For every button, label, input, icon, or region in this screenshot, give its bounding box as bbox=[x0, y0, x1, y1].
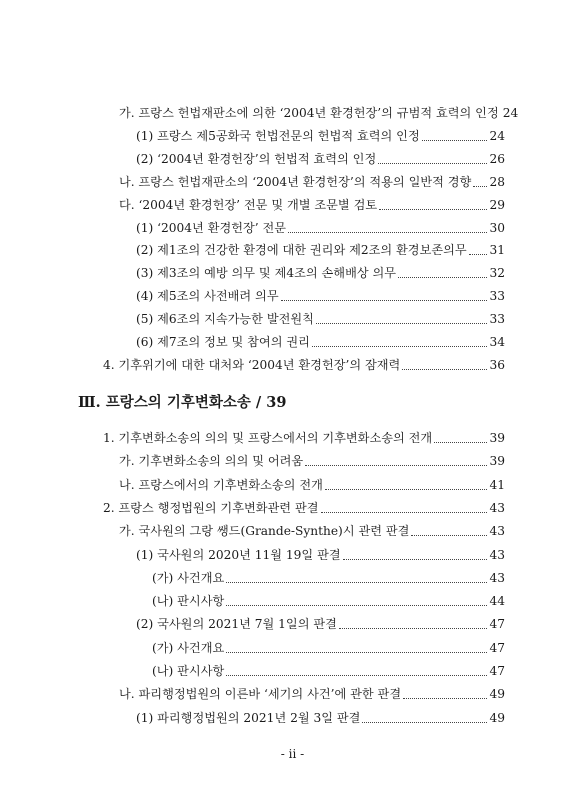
toc-entry-page: 43 bbox=[489, 547, 505, 562]
toc-entry bbox=[152, 591, 505, 611]
toc-leader-dots bbox=[321, 511, 488, 513]
toc-entry-title: 나. 프랑스에서의 기후변화소송의 전개 bbox=[119, 477, 323, 492]
toc-leader-dots bbox=[422, 139, 488, 141]
toc-entry-page: 39 bbox=[489, 454, 505, 469]
toc-entry-page: 36 bbox=[489, 357, 505, 372]
section-heading: Ⅲ. 프랑스의 기후변화소송 / 39 bbox=[78, 394, 287, 411]
toc-leader-dots bbox=[469, 253, 488, 255]
toc-entry bbox=[136, 126, 505, 146]
toc-entry-title: (5) 제6조의 지속가능한 발전원칙 bbox=[136, 312, 314, 327]
toc-entry-title: 가. 프랑스 헌법재판소에 의한 ‘2004년 환경헌장’의 규범적 효력의 인정 bbox=[119, 106, 499, 120]
toc-entry-title: (1) ‘2004년 환경헌장’ 전문 bbox=[136, 220, 287, 235]
toc-leader-dots bbox=[226, 604, 487, 606]
toc-entry bbox=[119, 475, 505, 495]
toc-entry bbox=[152, 568, 505, 588]
toc-leader-dots bbox=[226, 581, 487, 583]
toc-entry-page: 43 bbox=[489, 570, 505, 585]
toc-entry-page: 39 bbox=[489, 431, 505, 445]
toc-entry-title: (6) 제7조의 정보 및 참여의 권리 bbox=[136, 335, 310, 349]
toc-entry-page: 47 bbox=[489, 664, 505, 678]
toc-leader-dots bbox=[339, 627, 488, 629]
toc-entry-page: 30 bbox=[489, 220, 505, 235]
toc-entry-title: 2. 프랑스 행정법원의 기후변화관련 판결 bbox=[103, 500, 319, 515]
toc-entry-page: 28 bbox=[489, 174, 505, 189]
toc-leader-dots bbox=[305, 464, 487, 466]
toc-entry-page: 44 bbox=[489, 594, 505, 609]
toc-entry bbox=[136, 309, 505, 329]
toc-entry-title: (나) 판시사항 bbox=[152, 594, 225, 609]
toc-entry-title: 나. 프랑스 헌법재판소의 ‘2004년 환경헌장’의 적용의 일반적 경향 bbox=[119, 174, 472, 189]
toc-entry-title: (4) 제5조의 사전배려 의무 bbox=[136, 289, 279, 304]
toc-entry-title: 나. 파리행정법원의 이른바 ‘세기의 사건’에 관한 판결 bbox=[119, 687, 402, 702]
toc-entry-title: (2) ‘2004년 환경헌장’의 헌법적 효력의 인정 bbox=[136, 151, 377, 166]
toc-entry-page: 32 bbox=[489, 266, 505, 281]
toc-entry bbox=[103, 428, 505, 448]
page-number: - ii - bbox=[280, 747, 305, 761]
toc-entry-title: 1. 기후변화소송의 의의 및 프랑스에서의 기후변화소송의 전개 bbox=[103, 431, 433, 445]
toc-entry-page: 29 bbox=[489, 197, 505, 212]
toc-entry bbox=[119, 103, 519, 123]
toc-entry-page: 31 bbox=[489, 243, 505, 258]
toc-leader-dots bbox=[226, 674, 487, 676]
toc-leader-dots bbox=[403, 697, 487, 699]
toc-entry-title: 4. 기후위기에 대한 대처와 ‘2004년 환경헌장’의 잠재력 bbox=[103, 357, 401, 372]
toc-entry-title: 가. 기후변화소송의 의의 및 어려움 bbox=[119, 454, 304, 469]
toc-entry-title: (나) 판시사항 bbox=[152, 664, 225, 678]
toc-entry bbox=[119, 195, 505, 215]
toc-entry-page: 34 bbox=[489, 335, 505, 349]
toc-entry-page: 47 bbox=[489, 640, 505, 655]
toc-entry-page: 49 bbox=[489, 687, 505, 702]
toc-entry-page: 26 bbox=[489, 151, 505, 166]
toc-entry bbox=[119, 521, 505, 541]
toc-leader-dots bbox=[362, 721, 487, 723]
toc-leader-dots bbox=[473, 185, 487, 187]
toc-leader-dots bbox=[312, 345, 488, 347]
toc-entry bbox=[136, 218, 505, 238]
toc-entry-title: (1) 프랑스 제5공화국 헌법전문의 헌법적 효력의 인정 bbox=[136, 128, 420, 143]
toc-leader-dots bbox=[226, 651, 487, 653]
toc-entry-title: 다. ‘2004년 환경헌장’ 전문 및 개별 조문별 검토 bbox=[119, 197, 378, 212]
toc-entry-page: 43 bbox=[489, 524, 505, 539]
toc-entry bbox=[103, 498, 505, 518]
toc-entry-page: 47 bbox=[489, 617, 505, 632]
toc-entry bbox=[136, 286, 505, 306]
toc-entry bbox=[103, 355, 505, 375]
toc-leader-dots bbox=[316, 322, 488, 324]
toc-entry bbox=[136, 263, 505, 283]
toc-entry-title: (1) 국사원의 2020년 11월 19일 판결 bbox=[136, 547, 341, 562]
toc-leader-dots bbox=[325, 488, 488, 490]
toc-entry-page: 24 bbox=[489, 128, 505, 143]
toc-leader-dots bbox=[402, 368, 487, 370]
toc-entry-title: (2) 제1조의 건강한 환경에 대한 권리와 제2조의 환경보존의무 bbox=[136, 243, 467, 258]
toc-entry bbox=[136, 708, 505, 728]
toc-entry-title: (3) 제3조의 예방 의무 및 제4조의 손해배상 의무 bbox=[136, 266, 397, 281]
toc-entry-page: 24 bbox=[502, 106, 519, 120]
toc-entry bbox=[136, 240, 505, 260]
toc-entry bbox=[119, 684, 505, 704]
toc-entry bbox=[136, 149, 505, 169]
toc-leader-dots bbox=[434, 441, 487, 443]
toc-entry-page: 41 bbox=[489, 477, 505, 492]
toc-entry-page: 49 bbox=[489, 710, 505, 725]
toc-entry-title: 가. 국사원의 그랑 쌩드(Grande-Synthe)시 관련 판결 bbox=[119, 524, 410, 539]
toc-entry-title: (가) 사건개요 bbox=[152, 640, 225, 655]
toc-entry bbox=[136, 545, 505, 565]
toc-leader-dots bbox=[343, 558, 488, 560]
toc-entry-page: 33 bbox=[489, 289, 505, 304]
toc-entry bbox=[136, 614, 505, 634]
toc-entry bbox=[152, 661, 505, 681]
toc-entry bbox=[136, 332, 505, 352]
toc-entry bbox=[152, 638, 505, 658]
toc-leader-dots bbox=[281, 299, 488, 301]
toc-leader-dots bbox=[288, 231, 487, 233]
toc-entry-title: (가) 사건개요 bbox=[152, 570, 225, 585]
toc-leader-dots bbox=[411, 534, 487, 536]
toc-leader-dots bbox=[379, 208, 487, 210]
toc-leader-dots bbox=[398, 276, 487, 278]
toc-entry bbox=[119, 451, 505, 471]
toc-entry bbox=[119, 172, 505, 192]
toc-entry-title: (1) 파리행정법원의 2021년 2월 3일 판결 bbox=[136, 710, 361, 725]
toc-entry-page: 43 bbox=[489, 500, 505, 515]
toc-entry-page: 33 bbox=[489, 312, 505, 327]
toc-entry-title: (2) 국사원의 2021년 7월 1일의 판결 bbox=[136, 617, 337, 632]
toc-leader-dots bbox=[378, 162, 487, 164]
